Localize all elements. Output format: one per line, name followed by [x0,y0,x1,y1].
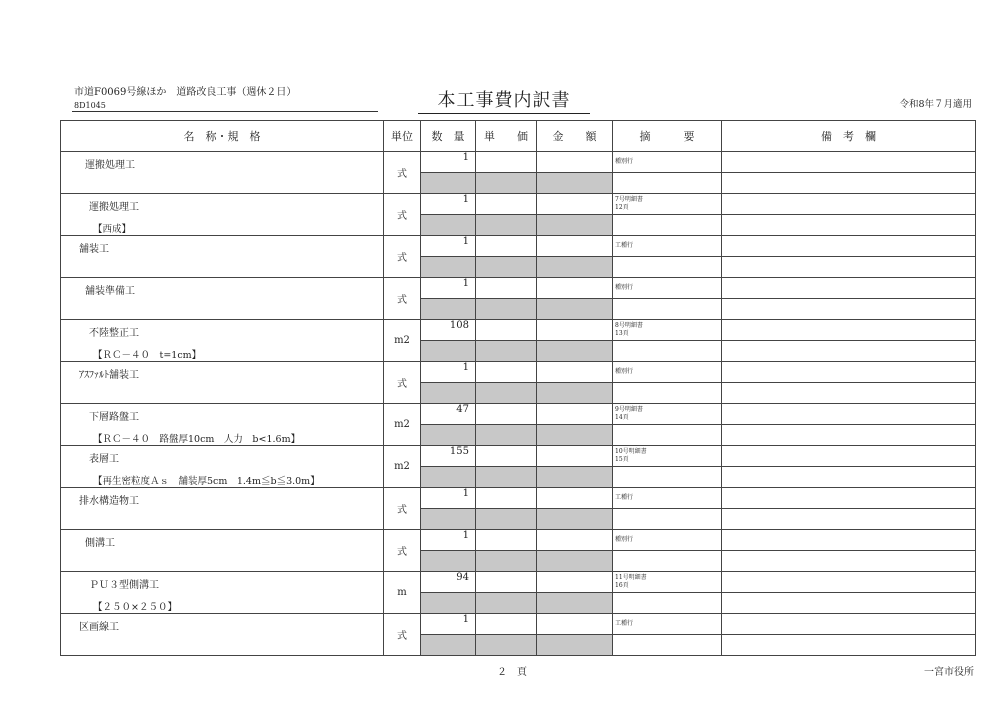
item-amount [537,236,613,257]
item-remarks-sub [722,551,976,572]
shaded-price-cell [476,215,537,236]
table-row [61,320,976,341]
item-name-cell [61,488,384,530]
item-remarks [722,404,976,425]
item-amount [537,530,613,551]
shaded-amount-cell [537,593,613,614]
project-header [74,86,296,112]
item-remarks [722,488,976,509]
shaded-amount-cell [537,509,613,530]
item-amount [537,404,613,425]
table-header-row [61,121,976,152]
shaded-amount-cell [537,635,613,656]
project-code: 8D1045 [74,101,106,110]
table-row [61,572,976,593]
item-qty: 155 [421,446,476,467]
item-summary-sub [613,509,722,530]
shaded-qty-cell [421,173,476,194]
project-name: 市道F0069号線ほか 道路改良工事（週休２日） [74,87,297,98]
item-qty: 108 [421,320,476,341]
item-qty: 1 [421,488,476,509]
item-name-cell [61,404,384,446]
shaded-qty-cell [421,299,476,320]
item-summary: 9号明細書 14頁 [613,404,722,425]
item-name-cell [61,362,384,404]
item-unit: 式 [384,278,421,320]
item-unit: m2 [384,320,421,362]
shaded-price-cell [476,509,537,530]
col-name-header: 名 称・規 格 [61,121,384,152]
table-row [61,446,976,467]
item-name: ｱｽﾌｧﾙﾄ舗装工 [79,370,139,381]
shaded-price-cell [476,299,537,320]
item-qty: 1 [421,278,476,299]
table-row [61,194,976,215]
item-name-cell [61,152,384,194]
item-qty: 47 [421,404,476,425]
item-unit: m2 [384,404,421,446]
item-amount [537,278,613,299]
item-price [476,446,537,467]
shaded-price-cell [476,173,537,194]
applied-date: 令和8年７月適用 [899,99,972,110]
item-remarks-sub [722,509,976,530]
item-name-cell [61,320,384,362]
item-amount [537,152,613,173]
shaded-qty-cell [421,257,476,278]
item-spec: 【２５０×２５０】 [93,602,177,613]
item-summary-sub [613,383,722,404]
item-summary-sub [613,593,722,614]
item-qty: 1 [421,236,476,257]
item-amount [537,488,613,509]
table-row [61,530,976,551]
item-summary-sub [613,299,722,320]
item-remarks [722,572,976,593]
item-price [476,614,537,635]
item-name: 舗装工 [79,244,109,255]
shaded-amount-cell [537,173,613,194]
item-remarks [722,194,976,215]
item-price [476,278,537,299]
document-title: 本工事費内訳書 [418,86,590,114]
shaded-price-cell [476,593,537,614]
item-price [476,194,537,215]
shaded-price-cell [476,341,537,362]
item-remarks-sub [722,425,976,446]
item-name: 運搬処理工 [89,202,139,213]
item-spec: 【ＲＣ－４０ t=1cm】 [93,350,202,361]
item-summary-sub [613,635,722,656]
item-summary-sub [613,467,722,488]
header-underline [72,111,378,112]
item-name: 表層工 [89,454,119,465]
item-summary: 工種行 [613,488,722,509]
item-amount [537,572,613,593]
item-name-cell [61,614,384,656]
item-summary: 11号明細書 16頁 [613,572,722,593]
item-summary-sub [613,215,722,236]
shaded-qty-cell [421,215,476,236]
shaded-amount-cell [537,257,613,278]
shaded-price-cell [476,551,537,572]
page-number: ２ 頁 [497,667,527,678]
shaded-qty-cell [421,383,476,404]
shaded-amount-cell [537,215,613,236]
table-row [61,278,976,299]
item-amount [537,362,613,383]
item-name: 排水構造物工 [79,496,139,507]
col-qty-header: 数 量 [421,121,476,152]
table-row [61,488,976,509]
item-remarks-sub [722,635,976,656]
shaded-qty-cell [421,635,476,656]
col-remarks-header: 備 考 欄 [722,121,976,152]
item-summary-sub [613,341,722,362]
item-summary: 10号明細書 15頁 [613,446,722,467]
table-row [61,152,976,173]
item-name-cell [61,572,384,614]
item-summary: 工種行 [613,236,722,257]
cost-breakdown-table [60,120,976,656]
col-amount-header: 金 額 [537,121,613,152]
item-unit: 式 [384,530,421,572]
item-remarks [722,530,976,551]
item-remarks-sub [722,215,976,236]
item-price [476,236,537,257]
item-price [476,362,537,383]
item-qty: 1 [421,152,476,173]
item-name-cell [61,446,384,488]
shaded-qty-cell [421,593,476,614]
item-remarks [722,614,976,635]
item-price [476,404,537,425]
shaded-price-cell [476,257,537,278]
office-name: 一宮市役所 [924,667,974,678]
item-amount [537,614,613,635]
table-row [61,404,976,425]
item-qty: 1 [421,194,476,215]
shaded-qty-cell [421,467,476,488]
item-remarks [722,278,976,299]
item-price [476,530,537,551]
item-name-cell [61,278,384,320]
item-price [476,572,537,593]
item-remarks [722,446,976,467]
item-unit: 式 [384,194,421,236]
item-name-cell [61,236,384,278]
table-row [61,236,976,257]
item-summary: 種別行 [613,152,722,173]
shaded-price-cell [476,425,537,446]
item-summary-sub [613,425,722,446]
item-remarks-sub [722,383,976,404]
item-name-cell [61,194,384,236]
item-unit: m [384,572,421,614]
item-amount [537,320,613,341]
shaded-amount-cell [537,299,613,320]
item-remarks-sub [722,173,976,194]
table-row [61,614,976,635]
item-qty: 1 [421,614,476,635]
item-price [476,320,537,341]
item-price [476,488,537,509]
item-remarks-sub [722,257,976,278]
item-qty: 1 [421,530,476,551]
col-unit-header: 単位 [384,121,421,152]
item-name: 区画線工 [79,622,119,633]
shaded-price-cell [476,383,537,404]
item-remarks [722,152,976,173]
item-spec: 【再生密粒度Ａｓ 舗装厚5cm 1.4m≦b≦3.0m】 [93,476,320,487]
shaded-amount-cell [537,467,613,488]
item-name: 舗装準備工 [85,286,135,297]
item-summary-sub [613,257,722,278]
shaded-amount-cell [537,551,613,572]
col-summary-header: 摘 要 [613,121,722,152]
item-summary: 種別行 [613,362,722,383]
shaded-qty-cell [421,425,476,446]
item-amount [537,194,613,215]
item-unit: m2 [384,446,421,488]
item-price [476,152,537,173]
item-remarks-sub [722,299,976,320]
col-price-header: 単 価 [476,121,537,152]
shaded-price-cell [476,467,537,488]
item-remarks [722,362,976,383]
item-summary-sub [613,173,722,194]
item-unit: 式 [384,362,421,404]
item-unit: 式 [384,236,421,278]
shaded-amount-cell [537,425,613,446]
item-remarks-sub [722,341,976,362]
item-amount [537,446,613,467]
item-spec: 【ＲＣ－４０ 路盤厚10cm 人力 b<1.6m】 [93,434,301,445]
item-remarks [722,236,976,257]
item-qty: 94 [421,572,476,593]
item-summary-sub [613,551,722,572]
item-name: 側溝工 [85,538,115,549]
table-row [61,362,976,383]
item-summary: 工種行 [613,614,722,635]
item-name: 運搬処理工 [85,160,135,171]
item-remarks-sub [722,593,976,614]
item-qty: 1 [421,362,476,383]
item-summary: 種別行 [613,278,722,299]
shaded-amount-cell [537,341,613,362]
shaded-qty-cell [421,509,476,530]
shaded-qty-cell [421,341,476,362]
item-remarks [722,320,976,341]
item-spec: 【西成】 [93,224,132,235]
item-name-cell [61,530,384,572]
item-unit: 式 [384,488,421,530]
item-name: ＰＵ３型側溝工 [89,580,159,591]
shaded-qty-cell [421,551,476,572]
item-summary: 7号明細書 12頁 [613,194,722,215]
item-name: 不陸整正工 [89,328,139,339]
shaded-price-cell [476,635,537,656]
item-name: 下層路盤工 [89,412,139,423]
item-unit: 式 [384,614,421,656]
item-unit: 式 [384,152,421,194]
item-remarks-sub [722,467,976,488]
item-summary: 種別行 [613,530,722,551]
item-summary: 8号明細書 13頁 [613,320,722,341]
shaded-amount-cell [537,383,613,404]
